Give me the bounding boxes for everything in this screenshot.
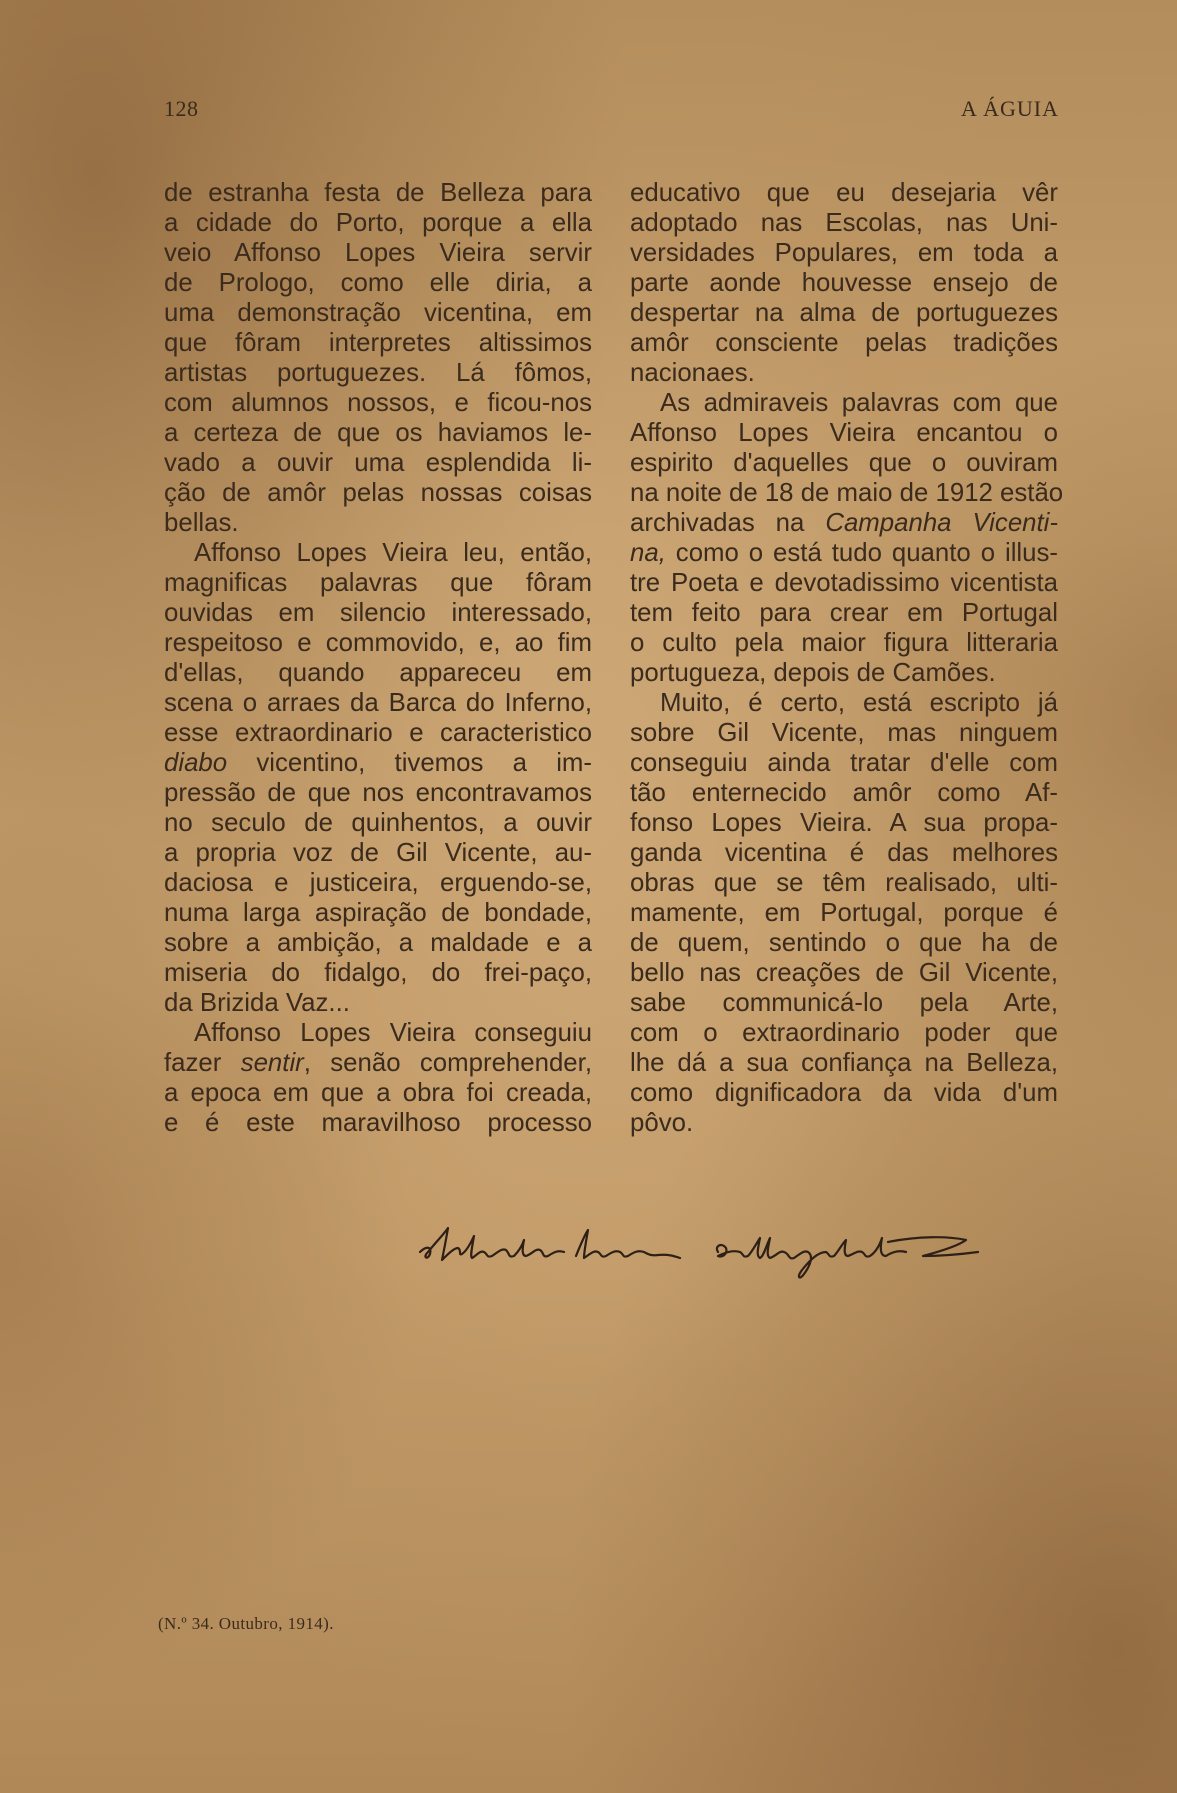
text-line: a cidade do Porto, porque a ella — [164, 209, 592, 237]
text-line: veio Affonso Lopes Vieira servir — [164, 239, 592, 267]
text-line: pôvo. — [630, 1109, 694, 1137]
text-line: como dignificadora da vida d'um — [630, 1079, 1058, 1107]
text-line: Muito, é certo, está escripto já — [660, 689, 1058, 717]
text-line: fonso Lopes Vieira. A sua propa- — [630, 809, 1058, 837]
text-line: tem feito para crear em Portugal — [630, 599, 1058, 627]
text-line: bellas. — [164, 509, 239, 537]
text-line: artistas portuguezes. Lá fômos, — [164, 359, 592, 387]
text-line: scena o arraes da Barca do Inferno, — [164, 689, 592, 717]
text-fragment: como o está tudo quanto o illus- — [665, 539, 1058, 567]
text-line: ção de amôr pelas nossas coisas — [164, 479, 592, 507]
text-line: versidades Populares, em toda a — [630, 239, 1058, 267]
text-line: na noite de 18 de maio de 1912 estão — [630, 479, 1064, 507]
text-line: sobre a ambição, a maldade e a — [164, 929, 592, 957]
text-line: com o extraordinario poder que — [630, 1019, 1058, 1047]
text-line: magnificas palavras que fôram — [164, 569, 592, 597]
text-line: o culto pela maior figura litteraria — [630, 629, 1058, 657]
text-line: numa larga aspiração de bondade, — [164, 899, 592, 927]
text-line: educativo que eu desejaria vêr — [630, 179, 1058, 207]
text-line: vado a ouvir uma esplendida li- — [164, 449, 592, 477]
text-line: que fôram interpretes altissimos — [164, 329, 592, 357]
text-line: a propria voz de Gil Vicente, au- — [164, 839, 592, 867]
italic-word: diabo — [164, 749, 228, 777]
left-column — [164, 178, 592, 1138]
text-line: portugueza, depois de Camões. — [630, 659, 996, 687]
text-line: As admiraveis palavras com que — [660, 389, 1058, 417]
text-line: tão enternecido amôr como Af- — [630, 779, 1058, 807]
text-line: da Brizida Vaz... — [164, 989, 350, 1017]
text-line: espirito d'aquelles que o ouviram — [630, 449, 1058, 477]
text-line: adoptado nas Escolas, nas Uni- — [630, 209, 1058, 237]
text-line: ganda vicentina é das melhores — [630, 839, 1058, 867]
text-line: despertar na alma de portuguezes — [630, 299, 1058, 327]
text-line — [630, 508, 1058, 538]
text-line — [630, 538, 1058, 568]
text-line: com alumnos nossos, e ficou-nos — [164, 389, 592, 417]
issue-footnote: (N.º 34. Outubro, 1914). — [158, 1614, 334, 1633]
italic-word: sentir — [240, 1049, 304, 1077]
text-line: bello nas creações de Gil Vicente, — [630, 959, 1058, 987]
text-line — [164, 748, 592, 778]
text-line: daciosa e justiceira, erguendo-se, — [164, 869, 592, 897]
italic-title: Campanha Vicenti- — [825, 509, 1058, 537]
text-line: amôr consciente pelas tradições — [630, 329, 1058, 357]
right-column — [630, 178, 1064, 1138]
text-line: de Prologo, como elle diria, a — [164, 269, 592, 297]
text-line: ouvidas em silencio interessado, — [164, 599, 592, 627]
page-number: 128 — [164, 96, 199, 121]
running-head: A ÁGUIA — [960, 96, 1059, 121]
text-fragment: vicentino, tivemos a im- — [227, 749, 592, 777]
text-line: miseria do fidalgo, do frei-paço, — [164, 959, 592, 987]
text-line: sabe communicá-lo pela Arte, — [630, 989, 1058, 1017]
text-line: sobre Gil Vicente, mas ninguem — [630, 719, 1058, 747]
text-line: esse extraordinario e caracteristico — [164, 719, 592, 747]
text-line: a certeza de que os haviamos le- — [164, 419, 592, 447]
text-line: mamente, em Portugal, porque é — [630, 899, 1058, 927]
text-line: lhe dá a sua confiança na Belleza, — [630, 1049, 1058, 1077]
text-line: obras que se têm realisado, ulti- — [630, 869, 1058, 897]
text-line: no seculo de quinhentos, a ouvir — [164, 809, 592, 837]
text-line: d'ellas, quando appareceu em — [164, 659, 592, 687]
text-line: pressão de que nos encontravamos — [164, 779, 592, 807]
text-fragment: , senão comprehender, — [303, 1049, 592, 1077]
italic-title: na, — [630, 539, 666, 567]
text-line: conseguiu ainda tratar d'elle com — [630, 749, 1058, 777]
text-line: Affonso Lopes Vieira conseguiu — [194, 1019, 592, 1047]
page-header — [164, 96, 1059, 126]
handwritten-signature — [418, 1222, 1048, 1292]
text-line: Affonso Lopes Vieira encantou o — [630, 419, 1058, 447]
text-line: Affonso Lopes Vieira leu, então, — [194, 539, 592, 567]
text-fragment: archivadas na — [630, 509, 826, 537]
text-line: a epoca em que a obra foi creada, — [164, 1079, 592, 1107]
text-line — [164, 1048, 592, 1078]
text-line: respeitoso e commovido, e, ao fim — [164, 629, 592, 657]
text-fragment: fazer — [164, 1049, 241, 1077]
text-line: de quem, sentindo o que ha de — [630, 929, 1058, 957]
text-line: tre Poeta e devotadissimo vicentista — [630, 569, 1058, 597]
text-line: e é este maravilhoso processo — [164, 1109, 592, 1137]
text-line: parte aonde houvesse ensejo de — [630, 269, 1058, 297]
text-line: uma demonstração vicentina, em — [164, 299, 592, 327]
text-line: de estranha festa de Belleza para — [164, 179, 592, 207]
text-line: nacionaes. — [630, 359, 755, 387]
